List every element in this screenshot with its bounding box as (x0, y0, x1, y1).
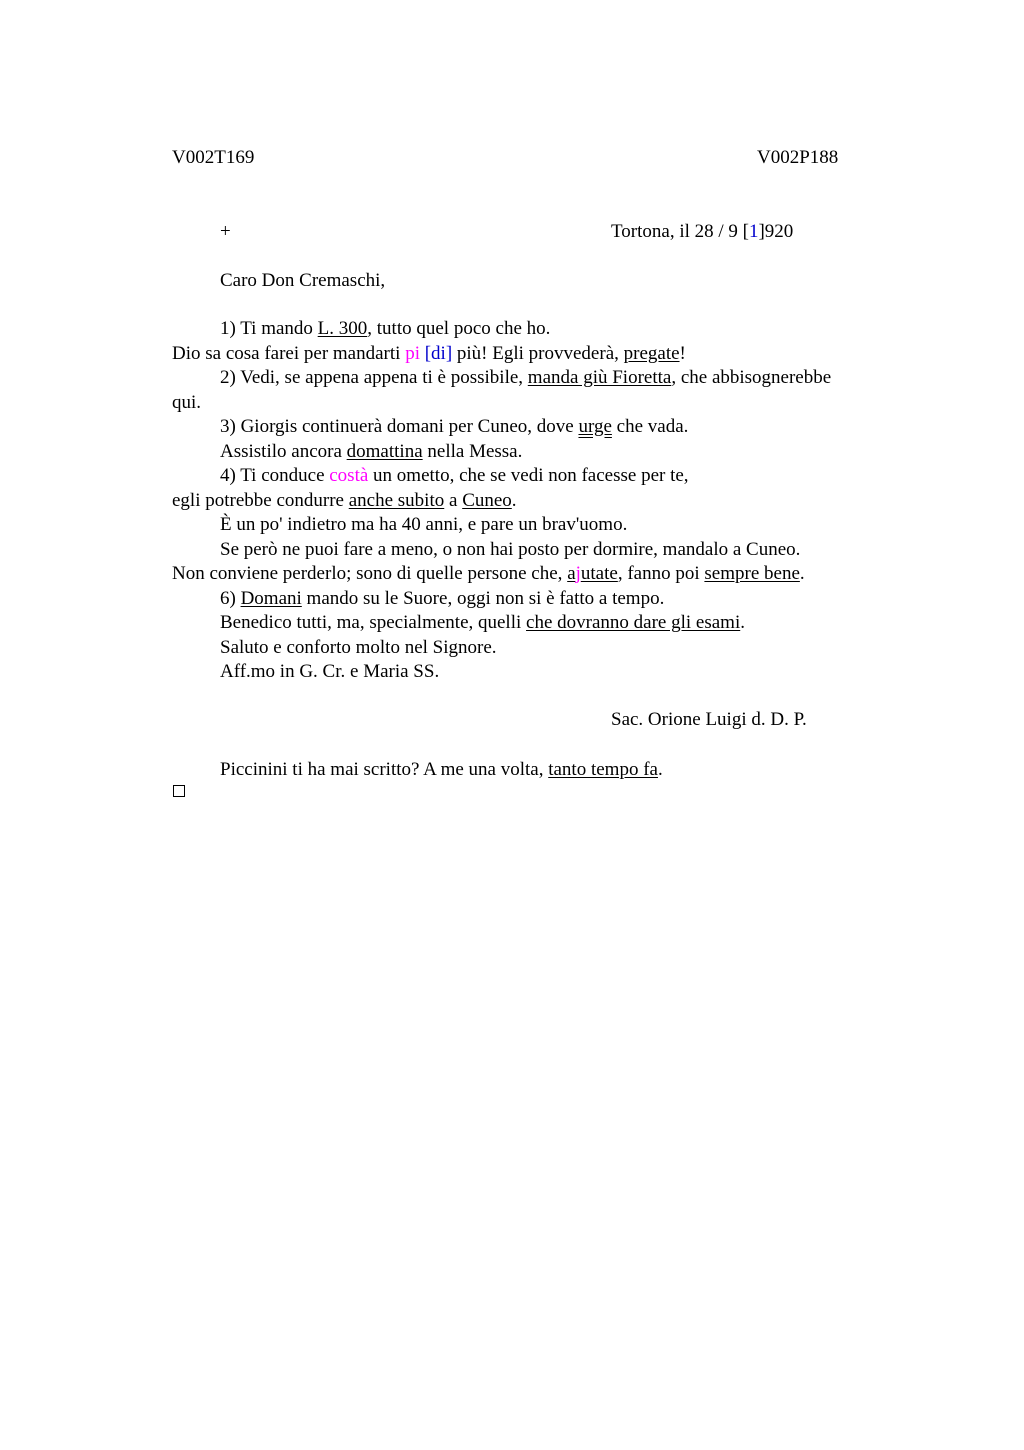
magenta-correction: j (575, 563, 581, 584)
text-run: . (740, 612, 745, 633)
text-run: 6) (220, 588, 241, 609)
underlined-run: manda giù Fioretta (527, 367, 672, 388)
body-line (220, 318, 550, 340)
signature: Sac. Orione Luigi d. D. P. (611, 709, 807, 730)
text-run: a (444, 490, 463, 511)
body-line (220, 416, 688, 438)
year-correction: 1 (748, 221, 759, 242)
body-line (220, 465, 689, 487)
body-line: Se però ne puoi fare a meno, o non hai posto per dormire, mandalo a Cuneo. (220, 539, 801, 560)
salutation: Caro Don Cremaschi, (220, 270, 386, 291)
text-run: 3) Giorgis continuerà domani per Cuneo, dove (220, 416, 579, 437)
magenta-correction: pi (405, 343, 420, 364)
body-line: Saluto e conforto molto nel Signore. (220, 637, 497, 658)
dateline-prefix: Tortona, il 28 / 9 [ (611, 221, 749, 242)
text-run: Benedico tutti, ma, specialmente, quelli (220, 612, 527, 633)
body-line (220, 588, 664, 610)
text-run: che vada. (611, 416, 689, 437)
underlined-run: sempre bene (704, 563, 800, 584)
body-line: È un po' indietro ma ha 40 anni, e pare un brav'uomo. (220, 514, 628, 535)
underlined-run: L. 300 (317, 318, 368, 339)
text-run: 4) Ti conduce (220, 465, 330, 486)
text-run: Piccinini ti ha mai scritto? A me una volta, (220, 759, 549, 780)
underlined-run: Cuneo (462, 490, 512, 511)
text-run: un ometto, che se vedi non facesse per te, (368, 465, 689, 486)
underlined-run: Domani (240, 588, 302, 609)
text-run: , tutto quel poco che ho. (367, 318, 551, 339)
body-line: qui. (172, 392, 202, 413)
text-run: , fanno poi (617, 563, 705, 584)
text-run: 1) Ti mando (220, 318, 318, 339)
body-line (172, 343, 686, 365)
text-run: Assistilo ancora (220, 441, 347, 462)
text-run: Non conviene perderlo; sono di quelle persone che, (172, 563, 568, 584)
text-run: ! (679, 343, 686, 364)
text-run: . (657, 759, 663, 780)
underlined-run: a (567, 563, 576, 584)
body-line (220, 441, 522, 463)
document-code-right: V002P188 (757, 147, 839, 168)
body-line (172, 563, 805, 585)
body-line (220, 367, 831, 389)
text-run: mando su le Suore, oggi non si è fatto a tempo. (301, 588, 665, 609)
underlined-run: pregate (623, 343, 680, 364)
blue-insertion: [di] (424, 343, 453, 364)
cross-mark: + (220, 221, 231, 242)
underlined-run: utate (580, 563, 618, 584)
text-run: , che abbisognerebbe (671, 367, 832, 388)
underlined-run: anche subito (348, 490, 445, 511)
closing-line: Aff.mo in G. Cr. e Maria SS. (220, 661, 440, 682)
underlined-run: che dovranno dare gli esami (526, 612, 741, 633)
document-code-left: V002T169 (172, 147, 255, 168)
end-marker-box (173, 785, 185, 797)
magenta-correction: costà (329, 465, 369, 486)
text-run: egli potrebbe condurre (172, 490, 349, 511)
dateline (611, 221, 793, 243)
text-run: 2) Vedi, se appena appena ti è possibile, (220, 367, 528, 388)
double-underlined-run: urge (578, 416, 612, 437)
text-run: . (799, 563, 805, 584)
body-line (220, 612, 745, 634)
text-run: Dio sa cosa farei per mandarti (172, 343, 406, 364)
dateline-suffix: ]920 (758, 221, 794, 242)
text-run: nella Messa. (422, 441, 523, 462)
underlined-run: tanto tempo fa (548, 759, 658, 780)
text-run: . (511, 490, 517, 511)
postscript (220, 759, 663, 781)
underlined-run: domattina (346, 441, 423, 462)
body-line (172, 490, 517, 512)
text-run: più! Egli provvederà, (452, 343, 624, 364)
